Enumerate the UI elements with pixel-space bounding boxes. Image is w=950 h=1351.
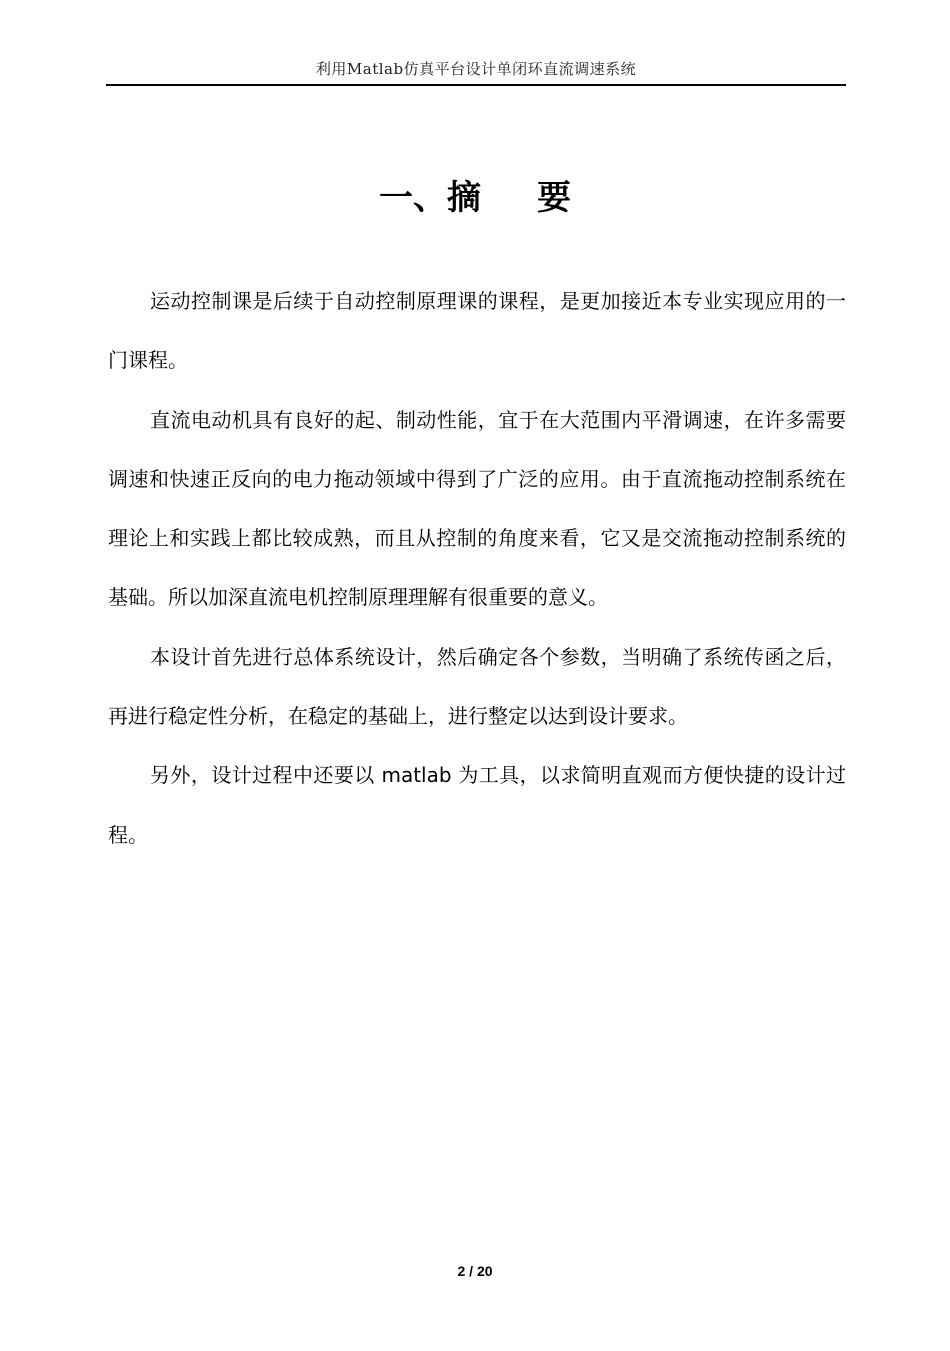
paragraph: 本设计首先进行总体系统设计，然后确定各个参数，当明确了系统传函之后，再进行稳定性分析，在稳定的基础上，进行整定以达到设计要求。 xyxy=(108,644,846,729)
page-number: 2 / 20 xyxy=(457,1263,493,1279)
page-title-part2: 要 xyxy=(537,178,571,218)
page-title-part1: 一、摘 xyxy=(379,178,481,218)
page-header xyxy=(106,58,846,86)
page-title xyxy=(0,172,950,224)
page-footer xyxy=(0,1261,950,1281)
paragraph: 运动控制课是后续于自动控制原理课的课程，是更加接近本专业实现应用的一门课程。 xyxy=(108,289,846,373)
paragraph: 直流电动机具有良好的起、制动性能，宜于在大范围内平滑调速，在许多需要调速和快速正反向的电力拖动领域中得到了广泛的应用。由于直流拖动控制系统在理论上和实践上都比较成熟，而且从控制的角度来看，它又是交流拖动控制系统的基础。所以加深直流电机控制原理理解有很重要的意义。 xyxy=(108,407,846,610)
abstract-body xyxy=(108,272,846,865)
paragraph: 另外，设计过程中还要以 matlab 为工具，以求简明直观而方便快捷的设计过程。 xyxy=(108,763,846,847)
header-title: 利用Matlab仿真平台设计单闭环直流调速系统 xyxy=(315,60,637,78)
